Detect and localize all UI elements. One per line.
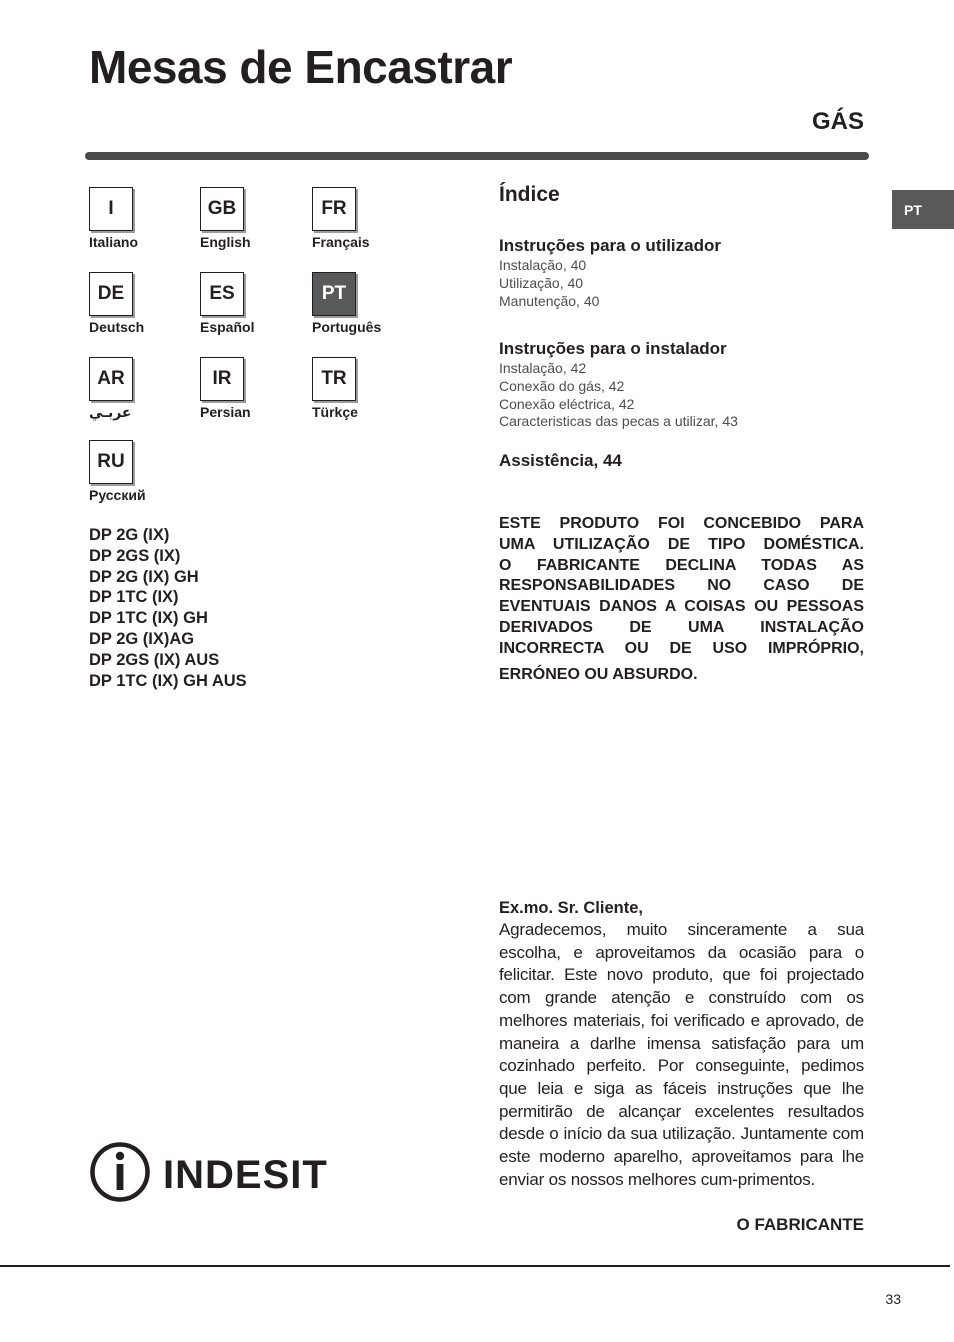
index-entry[interactable]: Manutenção, 40 xyxy=(499,292,600,309)
warning-line: UMA UTILIZAÇÃO DE TIPO DOMÉSTICA. xyxy=(499,535,864,553)
letter-greeting: Ex.mo. Sr. Cliente, xyxy=(499,899,643,917)
index-entry[interactable]: Utilização, 40 xyxy=(499,274,584,291)
model-item: DP 2G (IX) GH xyxy=(89,567,199,586)
index-entry[interactable]: Instalação, 42 xyxy=(499,360,587,376)
language-name: Español xyxy=(200,319,255,335)
language-name: عربـي xyxy=(89,404,132,420)
language-code-box: TR xyxy=(312,357,356,401)
model-item: DP 2GS (IX) AUS xyxy=(89,650,220,669)
warning-line: ERRÓNEO OU ABSURDO. xyxy=(499,665,698,683)
language-item-it[interactable] xyxy=(89,187,189,250)
model-item: DP 1TC (IX) GH AUS xyxy=(89,671,247,690)
safety-warning xyxy=(499,514,864,685)
language-code-box-active: PT xyxy=(312,272,356,316)
model-item: DP 1TC (IX) xyxy=(89,588,179,607)
warning-line: INCORRECTA OU DE USO IMPRÓPRIO, xyxy=(499,639,864,657)
model-list xyxy=(89,525,247,691)
language-item-pt[interactable] xyxy=(312,272,412,335)
language-code-box: IR xyxy=(200,357,244,401)
language-code-box: RU xyxy=(89,440,133,484)
language-code-box: GB xyxy=(200,187,244,231)
warning-line: ESTE PRODUTO FOI CONCEBIDO PARA xyxy=(499,515,864,532)
letter-signature: O FABRICANTE xyxy=(736,1215,864,1234)
language-name: Русский xyxy=(89,487,146,503)
warning-line: EVENTUAIS DANOS A COISAS OU PESSOAS xyxy=(499,598,864,616)
language-name: Türkçe xyxy=(312,404,358,420)
indesit-logo-icon xyxy=(89,1140,329,1206)
letter-body: Agradecemos, muito sinceramente a sua escolha, e aproveitamos da ocasião para o felicitar. Este novo produto, que foi projectado com grande atenção e construído com os melhores materiais, foi verificado e aprovado, de maneira a darlhe imensa satisfação para um cozinhado perfeito. Por conseguinte, pedimos que leia e siga as fáceis instruções que lhe permitirão de alcançar excelentes resultados desde o início da sua utilização. Juntamente com este moderno aparelho, aproveitamos para lhe enviar os nossos melhores cum-primentos. xyxy=(499,920,864,1189)
assistance-entry[interactable]: Assistência, 44 xyxy=(499,451,622,470)
user-instructions-title[interactable]: Instruções para o utilizador xyxy=(499,236,721,255)
language-code-box: FR xyxy=(312,187,356,231)
index-entry[interactable]: Conexão do gás, 42 xyxy=(499,377,625,394)
index-entry[interactable]: Instalação, 40 xyxy=(499,257,587,273)
footer-divider xyxy=(0,1265,950,1267)
model-item: DP 2G (IX) xyxy=(89,526,170,544)
language-name: Italiano xyxy=(89,234,139,250)
language-name: Français xyxy=(312,234,370,250)
language-item-fr[interactable] xyxy=(312,187,412,250)
language-name: English xyxy=(200,234,251,250)
model-item: DP 2G (IX)AG xyxy=(89,629,195,648)
language-item-gb[interactable] xyxy=(200,187,300,250)
page-number: 33 xyxy=(885,1291,901,1307)
language-item-ru[interactable] xyxy=(89,440,189,503)
logo-wordmark: INDESIT xyxy=(163,1153,328,1197)
language-code-box: AR xyxy=(89,357,133,401)
model-item: DP 2GS (IX) xyxy=(89,546,181,565)
language-item-ir[interactable] xyxy=(200,357,300,420)
installer-instructions-title[interactable]: Instruções para o instalador xyxy=(499,339,727,358)
page-title: Mesas de Encastrar xyxy=(89,41,513,93)
model-item: DP 1TC (IX) GH xyxy=(89,609,208,628)
language-item-tr[interactable] xyxy=(312,357,412,420)
language-code-box: DE xyxy=(89,272,133,316)
index-entry[interactable]: Caracteristicas das pecas a utilizar, 43 xyxy=(499,413,738,430)
language-code-box: I xyxy=(89,187,133,231)
header-divider xyxy=(85,152,869,160)
index-entry[interactable]: Conexão eléctrica, 42 xyxy=(499,395,635,412)
language-code-box: ES xyxy=(200,272,244,316)
language-item-ar[interactable] xyxy=(89,357,189,421)
user-instructions-list xyxy=(499,257,599,310)
language-item-es[interactable] xyxy=(200,272,300,335)
warning-line: RESPONSABILIDADES NO CASO DE xyxy=(499,577,864,595)
language-item-de[interactable] xyxy=(89,272,189,335)
warning-line: DERIVADOS DE UMA INSTALAÇÃO xyxy=(499,618,864,636)
language-name: Português xyxy=(312,319,382,335)
language-name: Persian xyxy=(200,404,251,420)
section-subtitle: GÁS xyxy=(811,108,864,135)
installer-instructions-list xyxy=(499,360,738,431)
index-heading: Índice xyxy=(499,183,560,206)
language-name: Deutsch xyxy=(89,319,145,335)
language-side-tab: PT xyxy=(892,190,954,229)
warning-line: O FABRICANTE DECLINA TODAS AS xyxy=(499,556,864,574)
